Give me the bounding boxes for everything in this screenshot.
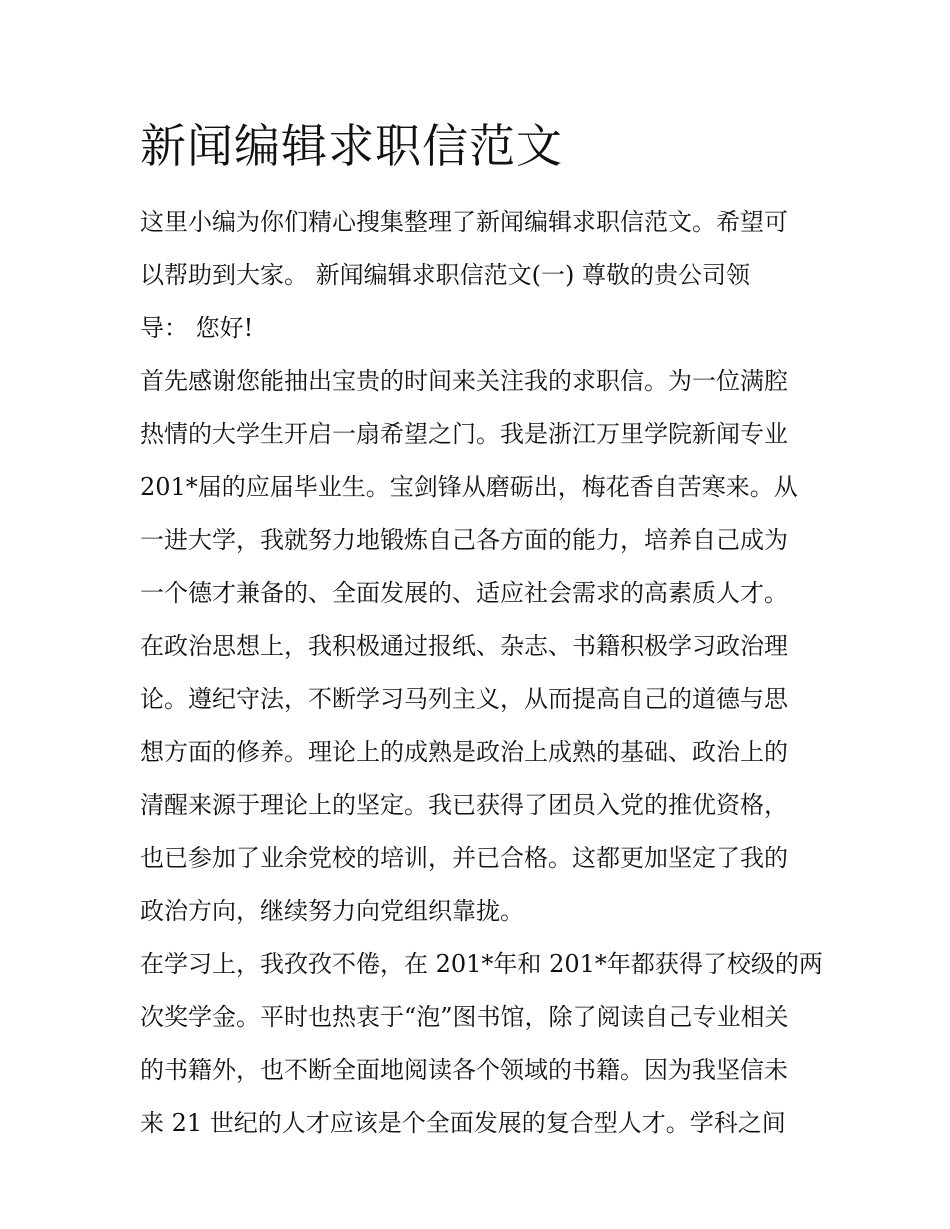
body-line: 热情的大学生开启一扇希望之门。我是浙江万里学院新闻专业 <box>140 420 788 448</box>
body-line: 来 21 世纪的人才应该是个全面发展的复合型人才。学科之间 <box>140 1109 786 1137</box>
body-line: 一进大学，我就努力地锻炼自己各方面的能力，培养自己成为 <box>140 526 788 554</box>
body-line: 也已参加了业余党校的培训，并已合格。这都更加坚定了我的 <box>140 844 788 872</box>
body-line: 想方面的修养。理论上的成熟是政治上成熟的基础、政治上的 <box>140 738 788 766</box>
body-line: 的书籍外，也不断全面地阅读各个领域的书籍。因为我坚信未 <box>140 1056 788 1084</box>
body-line: 201*届的应届毕业生。宝剑锋从磨砺出，梅花香自苦寒来。从 <box>140 473 798 501</box>
document-body <box>140 196 823 1150</box>
body-line: 在学习上，我孜孜不倦，在 201*年和 201*年都获得了校级的两 <box>140 950 823 978</box>
document-title: 新闻编辑求职信范文 <box>140 119 563 173</box>
body-line: 清醒来源于理论上的坚定。我已获得了团员入党的推优资格， <box>140 791 788 819</box>
body-line: 次奖学金。平时也热衷于“泡”图书馆，除了阅读自己专业相关 <box>140 1003 789 1031</box>
body-line: 在政治思想上，我积极通过报纸、杂志、书籍积极学习政治理 <box>140 632 788 660</box>
body-line: 导： 您好! <box>140 314 254 342</box>
body-line: 首先感谢您能抽出宝贵的时间来关注我的求职信。为一位满腔 <box>140 367 788 395</box>
body-line: 政治方向，继续努力向党组织靠拢。 <box>140 897 524 925</box>
body-line: 以帮助到大家。 新闻编辑求职信范文(一) 尊敬的贵公司领 <box>140 261 750 289</box>
body-line: 这里小编为你们精心搜集整理了新闻编辑求职信范文。希望可 <box>140 208 788 236</box>
body-line: 论。遵纪守法，不断学习马列主义，从而提高自己的道德与思 <box>140 685 788 713</box>
body-line: 一个德才兼备的、全面发展的、适应社会需求的高素质人才。 <box>140 579 788 607</box>
